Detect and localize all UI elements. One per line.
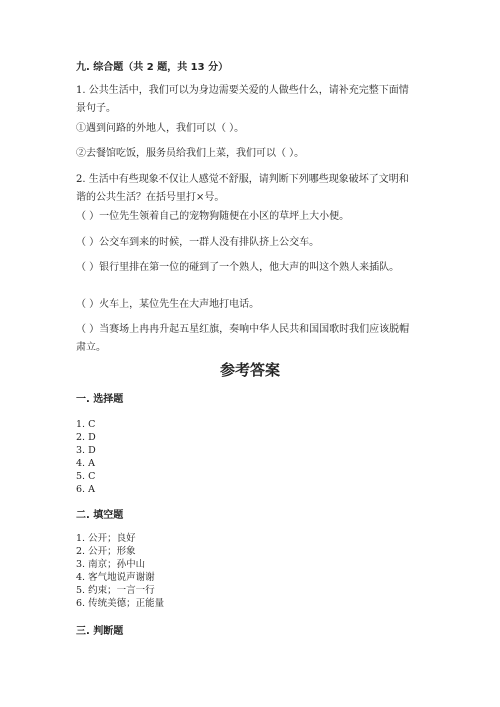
answer-item: 6. A — [76, 484, 95, 495]
question-1-prompt: 1. 公共生活中，我们可以为身边需要关爱的人做些什么，请补充完整下面情景句子。 — [76, 85, 409, 114]
question-1-item: ②去餐馆吃饭，服务员给我们上菜，我们可以（ ）。 — [76, 148, 305, 159]
question-2-prompt: 2. 生活中有些现象不仅让人感觉不舒服，请判断下列哪些现象破坏了文明和谐的公共生活？在括号里打×号。 — [76, 174, 409, 203]
answer-key-title: 参考答案 — [219, 361, 280, 379]
answer-list — [76, 418, 96, 496]
answer-list — [76, 532, 164, 610]
answer-item: 1. 公开；良好 — [76, 533, 136, 544]
section-heading: 九. 综合题（共 2 题，共 13 分） — [76, 62, 229, 73]
answer-item: 4. 客气地说声谢谢 — [76, 572, 155, 583]
question-2-item: （ ）公交车到来的时候，一群人没有排队挤上公交车。 — [76, 237, 320, 248]
question-2-item: （ ）当赛场上冉冉升起五星红旗，奏响中华人民共和国国歌时我们应该脱帽肃立。 — [76, 324, 410, 353]
question-2-item: （ ）银行里排在第一位的碰到了一个熟人，他大声的叫这个熟人来插队。 — [76, 262, 400, 273]
answer-section-heading: 二. 填空题 — [76, 510, 124, 521]
answer-item: 2. D — [76, 432, 96, 443]
answer-item: 3. 南京；孙中山 — [76, 559, 146, 570]
question-2-item: （ ）一位先生领着自己的宠物狗随便在小区的草坪上大小便。 — [76, 211, 350, 222]
answer-item: 6. 传统美德；正能量 — [76, 598, 165, 609]
answer-item: 5. 约束；一言一行 — [76, 585, 155, 596]
answer-section-heading: 一. 选择题 — [76, 394, 124, 405]
answer-section-heading: 三. 判断题 — [76, 626, 124, 637]
answer-item: 2. 公开；形象 — [76, 546, 136, 557]
answer-item: 1. C — [76, 419, 96, 430]
question-1-item: ①遇到问路的外地人，我们可以（ ）。 — [76, 123, 245, 134]
answer-item: 3. D — [76, 445, 96, 456]
answer-item: 5. C — [76, 471, 96, 482]
answer-item: 4. A — [76, 458, 95, 469]
question-2-item: （ ）火车上，某位先生在大声地打电话。 — [76, 299, 260, 310]
